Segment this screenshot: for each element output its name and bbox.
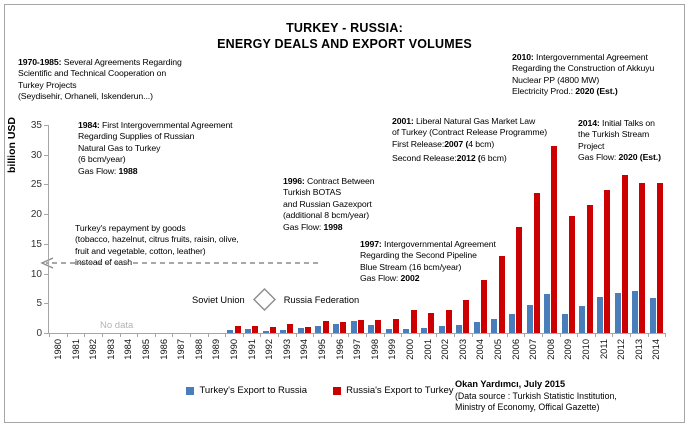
bar-russia-export-1995 [323,321,329,333]
y-tick-label: 0 [36,328,42,339]
bar-turkey-export-2010 [579,306,585,333]
year-label-2010: 2010 [581,339,591,360]
bar-russia-export-1994 [305,327,311,333]
legend-item [333,385,453,396]
legend-swatch-icon [333,387,341,395]
annotation-line: 1970-1985: Several Agreements Regarding [18,57,182,67]
bar-turkey-export-2004 [474,322,480,333]
annotation-1970-1985 [18,57,248,103]
annotation-line: 1984: First Intergovernmental Agreement [78,120,233,130]
x-tick [190,333,191,337]
credit-author: Okan Yardımcı, July 2015 [455,379,566,389]
annotation-2001 [392,116,587,165]
bar-turkey-export-2002 [439,326,445,333]
y-tick [44,125,48,126]
x-tick [225,333,226,337]
x-tick [278,333,279,337]
bar-russia-export-2010 [587,205,593,333]
x-tick [313,333,314,337]
annotation-line: Turkey Projects [18,79,77,90]
y-tick [44,244,48,245]
x-tick [630,333,631,337]
bar-turkey-export-1991 [245,329,251,333]
bar-russia-export-2012 [622,175,628,333]
y-axis-title: billion USD [6,117,18,173]
x-tick [648,333,649,337]
annotation-line: Natural Gas to Turkey [78,142,161,153]
x-tick [560,333,561,337]
x-tick [348,333,349,337]
year-label-1988: 1988 [193,339,204,360]
bar-turkey-export-2014 [650,298,656,333]
x-tick [137,333,138,337]
annotation-line: instead of cash [75,257,132,268]
x-tick [155,333,156,337]
annotation-line: Gas Flow: 1988 [78,165,138,176]
annotation-line: (tobacco, hazelnut, citrus fruits, raisin, olive, [75,234,239,245]
year-label-2007: 2007 [528,339,539,360]
annotation-line: Regarding Supplies of Russian [78,131,195,142]
year-label-1997: 1997 [352,339,363,360]
credit-source-line2: Ministry of Economy, Offical Gazette) [455,402,600,413]
year-label-1983: 1983 [105,339,116,360]
year-label-2013: 2013 [633,339,644,360]
year-label-1989: 1989 [211,339,222,360]
year-label-2009: 2009 [563,339,574,360]
bar-russia-export-2006 [516,227,522,333]
bar-turkey-export-1999 [386,329,392,333]
bar-russia-export-2001 [428,313,434,333]
bar-turkey-export-1996 [333,324,339,333]
year-label-2008: 2008 [545,339,556,360]
annotation-line: Project [578,140,605,151]
bar-russia-export-1993 [287,324,293,333]
x-tick [665,333,666,337]
x-axis-line [48,333,666,334]
bar-russia-export-2000 [411,310,417,333]
year-label-2011: 2011 [598,339,609,359]
y-tick [44,155,48,156]
annotation-2014 [578,118,686,164]
year-label-2002: 2002 [440,339,451,360]
bar-russia-export-1998 [375,320,381,333]
legend-label: Russia's Export to Turkey [346,385,454,396]
bar-russia-export-2008 [551,146,557,333]
x-tick [331,333,332,337]
bar-russia-export-2013 [639,183,645,333]
year-label-1981: 1981 [70,339,81,360]
annotation-1997 [360,239,540,285]
bar-turkey-export-1990 [227,330,233,333]
annotation-line: the Turkish Stream [578,129,650,140]
year-label-1990: 1990 [229,339,239,360]
annotation-line: (Seydisehir, Orhaneli, Iskenderun...) [18,91,153,102]
transition-row [192,287,392,312]
bar-turkey-export-2013 [632,291,638,333]
bar-turkey-export-1994 [298,328,304,333]
year-label-1992: 1992 [264,339,275,360]
annotation-line: Gas Flow: 2002 [360,273,420,284]
y-tick [44,214,48,215]
diamond-icon [252,287,277,312]
x-tick [366,333,367,337]
bar-russia-export-1999 [393,319,399,333]
year-label-1996: 1996 [334,339,345,360]
annotation-line: Electricity Prod.: 2020 (Est.) [512,86,618,97]
y-tick-label: 25 [30,179,42,191]
year-label-2000: 2000 [405,339,415,360]
no-data-label: No data [100,320,134,331]
x-tick [384,333,385,337]
x-tick [419,333,420,337]
year-label-2012: 2012 [616,339,627,360]
x-tick [67,333,68,337]
bar-russia-export-2004 [481,280,487,333]
y-tick-label: 15 [30,238,42,250]
x-tick [401,333,402,337]
annotation-line: 2014: Initial Talks on [578,118,655,128]
annotation-line: First Release:2007 (4 bcm) [392,138,495,149]
bar-russia-export-1992 [270,327,276,333]
transition-left-label: Soviet Union [192,294,245,305]
year-label-2005: 2005 [493,339,503,360]
bar-russia-export-2005 [499,256,505,333]
x-tick [260,333,261,337]
year-label-1994: 1994 [299,339,310,360]
year-label-1995: 1995 [317,339,327,360]
year-label-1980: 1980 [53,339,63,360]
annotation-line: 1996: Contract Between [283,176,375,186]
bar-turkey-export-2009 [562,314,568,333]
x-tick [172,333,173,337]
annotation-line: Gas Flow: 1998 [283,221,343,232]
y-tick [44,333,48,334]
bar-turkey-export-1993 [280,330,286,333]
y-tick-label: 20 [30,209,42,221]
bar-turkey-export-2006 [509,314,515,333]
credit-block [455,379,683,414]
annotation-line: fruit and vegetable, cotton, leather) [75,245,206,256]
year-label-2014: 2014 [651,339,662,360]
bar-russia-export-1990 [235,326,241,333]
annotation-line: (additional 8 bcm/year) [283,210,370,221]
annotation-line: 2001: Liberal Natural Gas Market Law [392,116,536,126]
annotation-line: Regarding the Construction of Akkuyu [512,63,655,74]
bar-russia-export-1996 [340,322,346,333]
annotation-line: Second Release:2012 (6 bcm) [392,153,507,164]
annotation-1984 [78,120,308,177]
y-tick-label: 5 [36,298,42,310]
annotation-line: 1997: Intergovernmental Agreement [360,239,496,249]
year-label-2004: 2004 [475,339,486,360]
x-tick [208,333,209,337]
annotation-line: Gas Flow: 2020 (Est.) [578,152,661,163]
year-label-1982: 1982 [88,339,99,360]
credit-source-line1: (Data source : Turkish Statistic Institution, [455,390,617,401]
bar-turkey-export-2012 [615,293,621,333]
bar-turkey-export-2003 [456,325,462,333]
x-tick [612,333,613,337]
x-tick [49,333,50,337]
bar-russia-export-1991 [252,326,258,333]
year-label-1986: 1986 [158,339,169,360]
bar-russia-export-2002 [446,310,452,333]
annotation-line: Turkish BOTAS [283,187,342,198]
bar-turkey-export-2005 [491,319,497,333]
x-tick [243,333,244,337]
annotation-line: and Russian Gazexport [283,198,372,209]
y-tick [44,303,48,304]
year-label-1998: 1998 [369,339,380,360]
bar-russia-export-2011 [604,190,610,333]
year-label-2006: 2006 [510,339,521,360]
y-tick [44,184,48,185]
bar-russia-export-2014 [657,183,663,333]
y-tick-label: 10 [30,268,42,280]
chart-title-line1: TURKEY - RUSSIA: [286,21,403,35]
x-tick [84,333,85,337]
y-tick-label: 35 [30,120,42,131]
year-label-2001: 2001 [422,339,433,360]
annotation-line: Turkey's repayment by goods [75,223,186,233]
dashed-arrow [36,256,320,270]
legend-swatch-icon [186,387,194,395]
bar-turkey-export-2011 [597,297,603,333]
x-tick [507,333,508,337]
legend-label: Turkey's Export to Russia [199,385,308,396]
chart-title [0,20,689,52]
x-tick [524,333,525,337]
y-axis-line [48,125,49,333]
bar-turkey-export-1995 [315,326,321,333]
bar-turkey-export-2001 [421,328,427,333]
x-tick [102,333,103,337]
annotation-line: Regarding the Second Pipeline [360,250,477,261]
annotation-line: Scientific and Technical Cooperation on [18,68,167,79]
bar-turkey-export-1998 [368,325,374,333]
year-label-1987: 1987 [176,339,187,360]
bar-turkey-export-2000 [403,329,409,333]
annotation-line: 2010: Intergovernmental Agreement [512,52,648,62]
bar-russia-export-2003 [463,300,469,333]
x-tick [454,333,455,337]
annotation-line: Blue Stream (16 bcm/year) [360,261,462,272]
annotation-line: Nuclear PP (4800 MW) [512,74,600,85]
year-label-1991: 1991 [246,339,257,360]
year-label-1993: 1993 [281,339,292,360]
bar-turkey-export-1997 [351,321,357,333]
x-tick [595,333,596,337]
bar-russia-export-2009 [569,216,575,333]
year-label-2003: 2003 [457,339,468,360]
annotation-1996 [283,176,433,233]
bar-turkey-export-2008 [544,294,550,333]
bar-russia-export-1997 [358,320,364,333]
annotation-2010 [512,52,684,98]
year-label-1984: 1984 [123,339,134,360]
bar-turkey-export-1992 [263,331,269,333]
x-tick [472,333,473,337]
annotation-line: of Turkey (Contract Release Programme) [392,127,548,138]
legend-item [186,385,307,396]
y-tick-label: 30 [30,149,42,161]
x-tick [577,333,578,337]
x-tick [436,333,437,337]
chart-title-line2: ENERGY DEALS AND EXPORT VOLUMES [217,37,472,51]
bar-russia-export-2007 [534,193,540,333]
x-tick [296,333,297,337]
year-label-1999: 1999 [387,339,398,360]
x-tick [489,333,490,337]
year-label-1985: 1985 [141,339,151,360]
annotation-line: (6 bcm/year) [78,154,126,165]
transition-right-label: Russia Federation [283,294,360,305]
y-tick [44,274,48,275]
x-tick [542,333,543,337]
bar-turkey-export-2007 [527,305,533,333]
x-tick [120,333,121,337]
